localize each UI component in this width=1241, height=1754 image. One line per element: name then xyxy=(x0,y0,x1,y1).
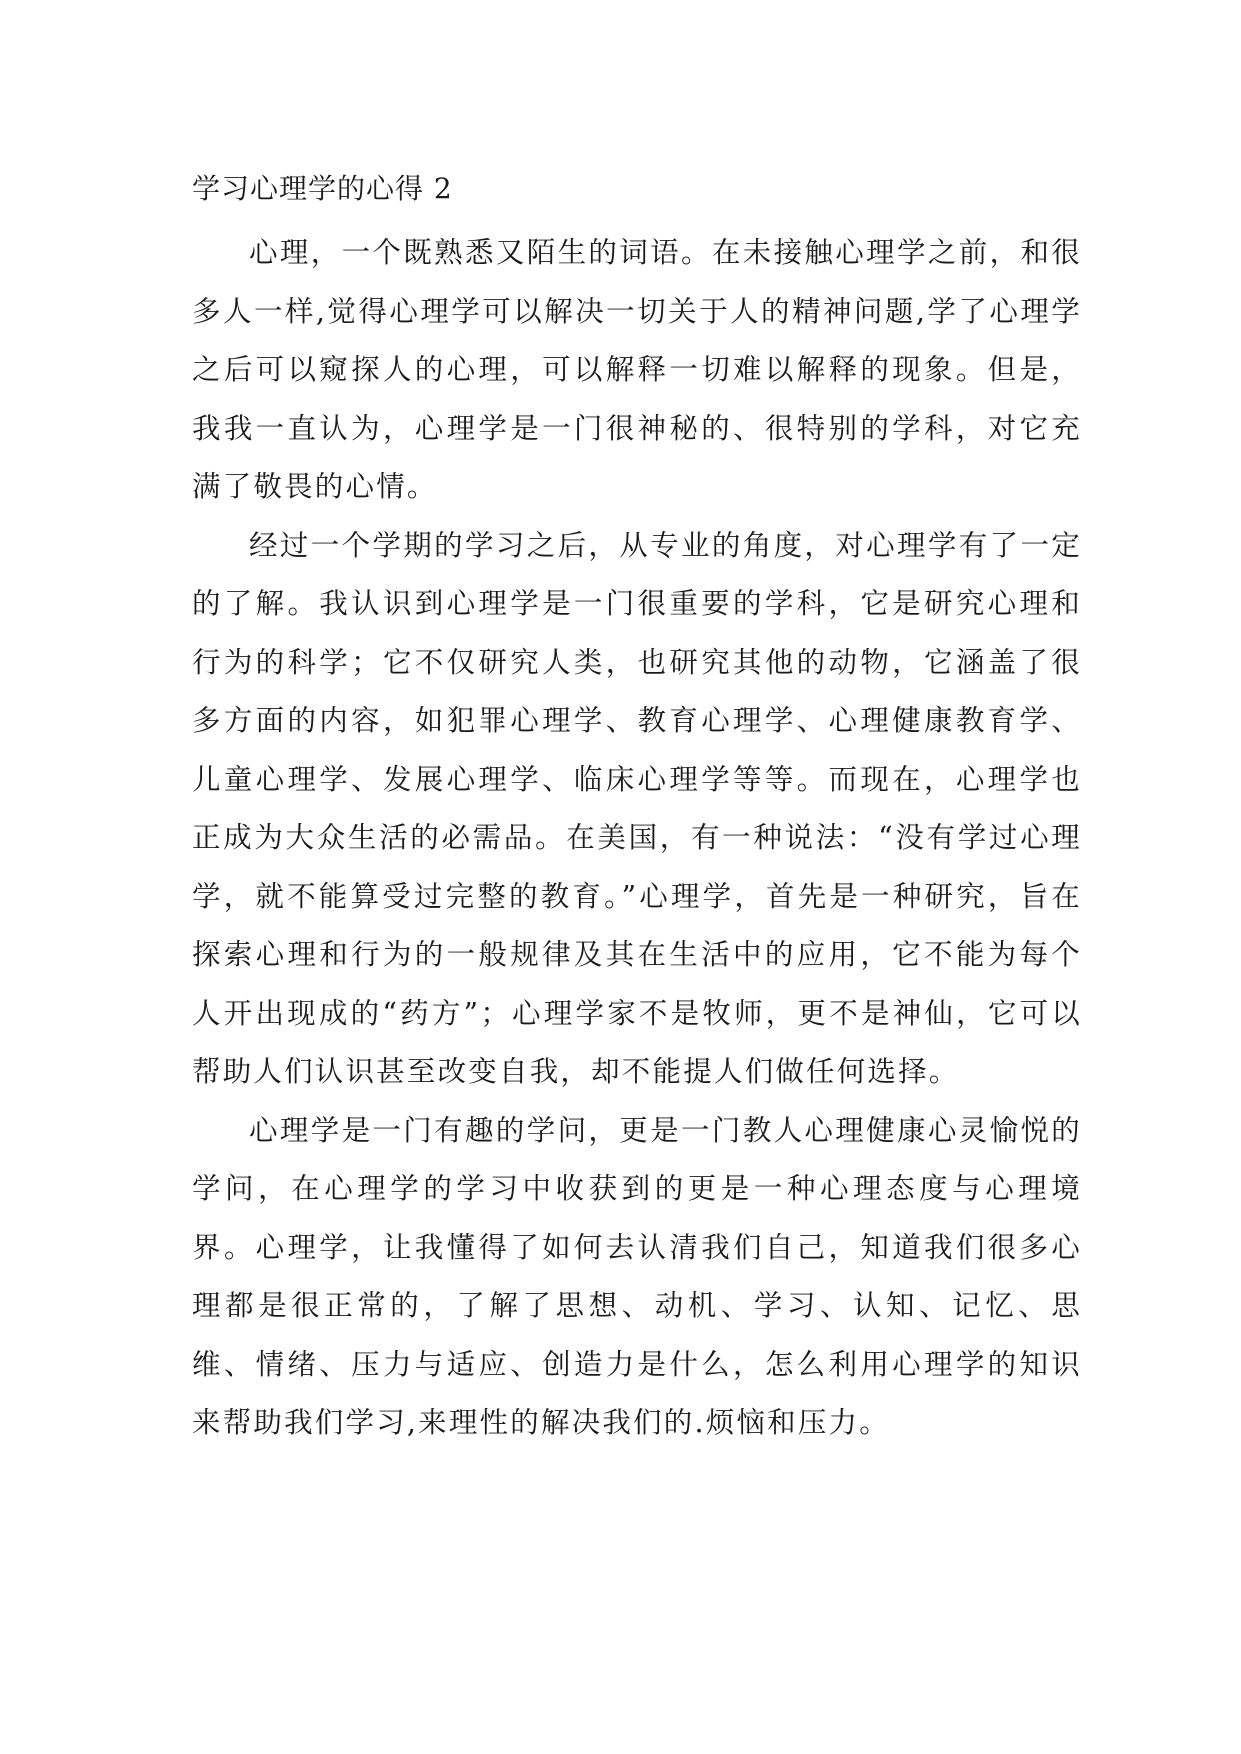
document-title: 学习心理学的心得 2 xyxy=(192,172,453,205)
paragraph-2: 经过一个学期的学习之后，从专业的角度，对心理学有了一定的了解。我认识到心理学是一门很重要的学科，它是研究心理和行为的科学；它不仅研究人类，也研究其他的动物，它涵盖了很多方面的内容，如犯罪心理学、教育心理学、心理健康教育学、儿童心理学、发展心理学、临床心理学等等。而现在，心理学也正成为大众生活的必需品。在美国，有一种说法：“没有学过心理学，就不能算受过完整的教育。”心理学，首先是一种研究，旨在探索心理和行为的一般规律及其在生活中的应用，它不能为每个人开出现成的“药方”；心理学家不是牧师，更不是神仙，它可以帮助人们认识甚至改变自我，却不能提人们做任何选择。 xyxy=(192,528,1082,1088)
paragraph-1: 心理，一个既熟悉又陌生的词语。在未接触心理学之前，和很多人一样,觉得心理学可以解决一切关于人的精神问题,学了心理学之后可以窥探人的心理，可以解释一切难以解释的现象。但是，我我一直认为，心理学是一门很神秘的、很特别的学科，对它充满了敬畏的心情。 xyxy=(192,236,1082,503)
document-body xyxy=(192,160,1082,1453)
paragraph-3: 心理学是一门有趣的学问，更是一门教人心理健康心灵愉悦的学问，在心理学的学习中收获到的更是一种心理态度与心理境界。心理学，让我懂得了如何去认清我们自己，知道我们很多心理都是很正常的，了解了思想、动机、学习、认知、记忆、思维、情绪、压力与适应、创造力是什么，怎么利用心理学的知识来帮助我们学习,来理性的解决我们的.烦恼和压力。 xyxy=(192,1113,1082,1439)
